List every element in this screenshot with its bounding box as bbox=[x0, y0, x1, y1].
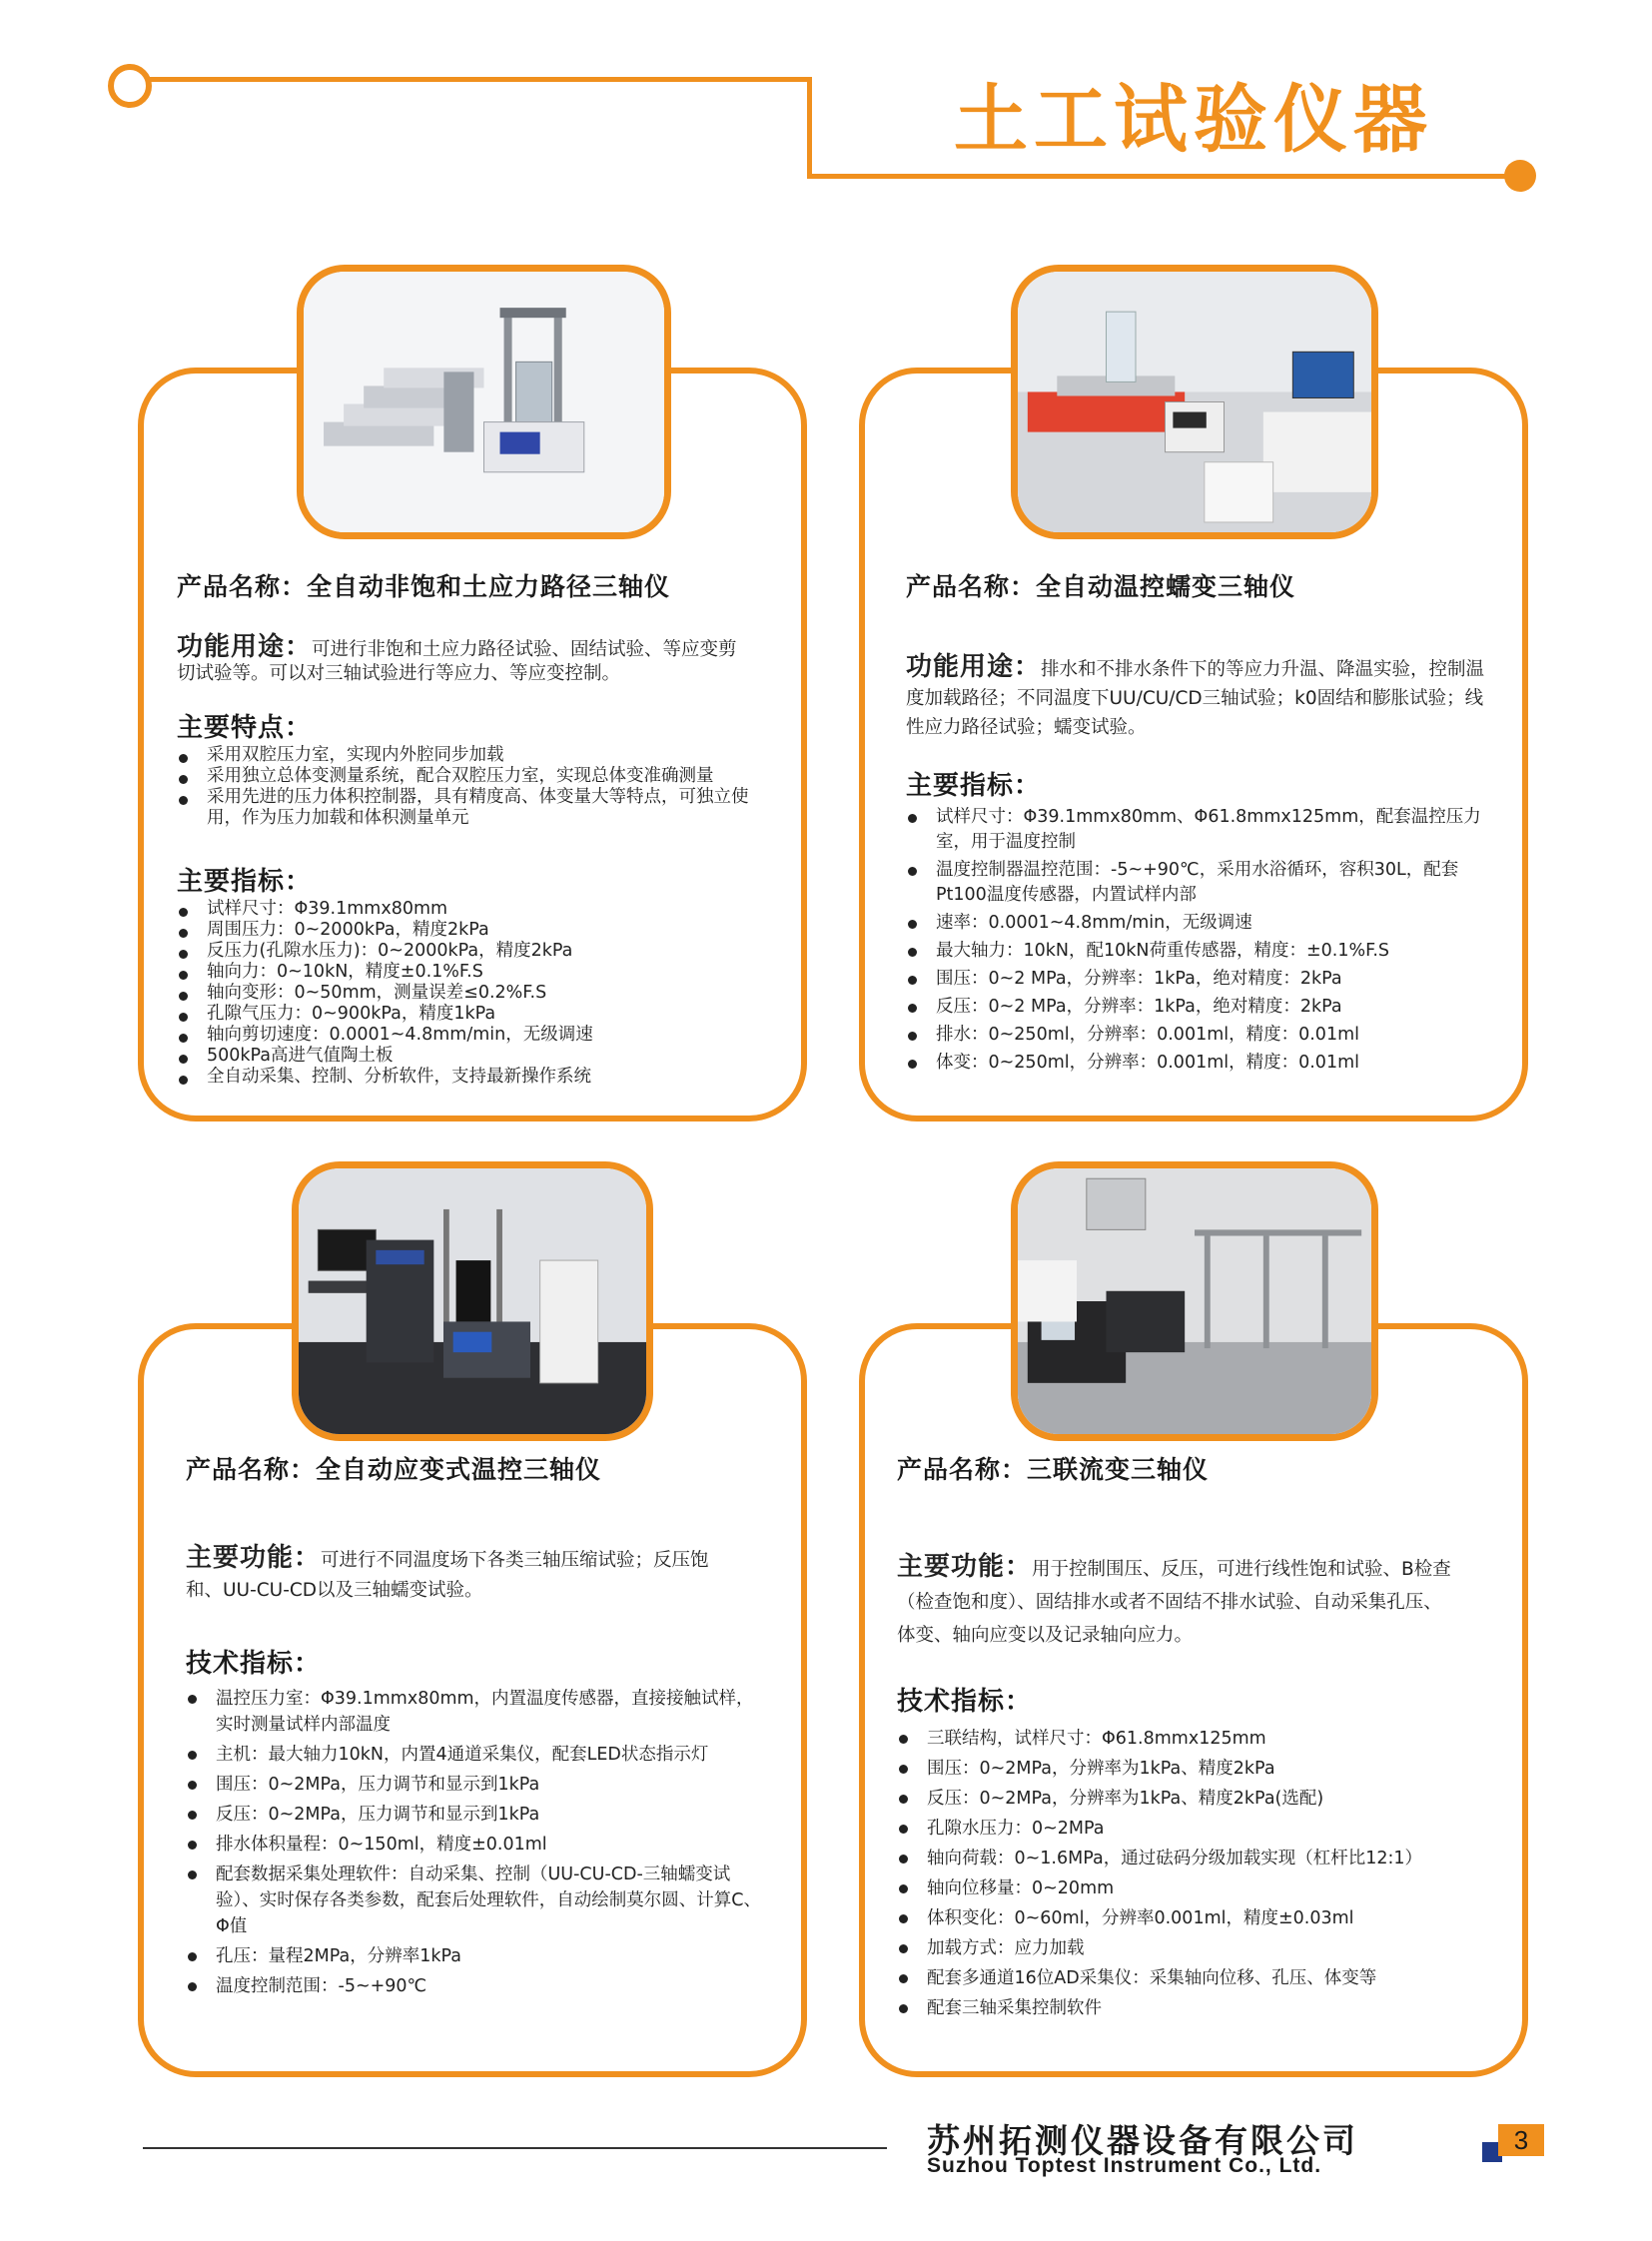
product-function-1 bbox=[177, 632, 746, 686]
list-item: 500kPa高进气值陶土板 bbox=[177, 1046, 751, 1067]
product-photo-4 bbox=[1011, 1161, 1378, 1441]
function-label-2: 功能用途： bbox=[906, 652, 1042, 682]
list-item: 孔隙水压力：0~2MPa bbox=[897, 1816, 1496, 1842]
list-item: 轴向变形：0~50mm，测量误差≤0.2%F.S bbox=[177, 983, 751, 1004]
list-item: 反压：0~2 MPa，分辨率：1kPa，绝对精度：2kPa bbox=[906, 995, 1495, 1020]
list-item: 采用双腔压力室，实现内外腔同步加载 bbox=[177, 745, 751, 766]
list-item: 试样尺寸：Φ39.1mmx80mm bbox=[177, 899, 751, 920]
list-item: 围压：0~2MPa，分辨率为1kPa、精度2kPa bbox=[897, 1756, 1496, 1782]
product-photo-3 bbox=[292, 1161, 653, 1441]
page-title: 土工试验仪器 bbox=[954, 77, 1433, 163]
list-item: 孔压：量程2MPa，分辨率1kPa bbox=[186, 1943, 765, 1969]
list-item: 采用独立总体变测量系统，配合双腔压力室，实现总体变准确测量 bbox=[177, 766, 751, 787]
product-function-2 bbox=[906, 653, 1495, 742]
specs-list-2 bbox=[906, 805, 1495, 1079]
specs-label-1: 主要指标： bbox=[177, 867, 313, 897]
function-label-3: 主要功能： bbox=[186, 1543, 322, 1573]
specs-list-1 bbox=[177, 899, 751, 1088]
list-item: 轴向剪切速度：0.0001~4.8mm/min，无级调速 bbox=[177, 1025, 751, 1046]
product-name-3: 产品名称：全自动应变式温控三轴仪 bbox=[186, 1455, 602, 1484]
list-item: 轴向力：0~10kN，精度±0.1%F.S bbox=[177, 962, 751, 983]
list-item: 周围压力：0~2000kPa，精度2kPa bbox=[177, 920, 751, 941]
function-label-1: 功能用途： bbox=[177, 632, 313, 662]
list-item: 温度控制器温控范围：-5~+90℃，采用水浴循环，容积30L，配套Pt100温度传感器，内置试样内部 bbox=[906, 858, 1495, 908]
product-function-4 bbox=[897, 1551, 1456, 1652]
list-item: 最大轴力：10kN，配10kN荷重传感器，精度：±0.1%F.S bbox=[906, 939, 1495, 964]
company-name-cn: 苏州拓测仪器设备有限公司 bbox=[927, 2121, 1358, 2160]
list-item: 加载方式：应力加载 bbox=[897, 1935, 1496, 1961]
product-name-2: 产品名称：全自动温控蠕变三轴仪 bbox=[906, 572, 1296, 601]
list-item: 反压：0~2MPa，分辨率为1kPa、精度2kPa(选配) bbox=[897, 1786, 1496, 1812]
list-item: 温控压力室：Φ39.1mmx80mm，内置温度传感器，直接接触试样，实时测量试样内部温度 bbox=[186, 1686, 765, 1738]
specs-list-3 bbox=[186, 1686, 765, 2003]
header-ring-decoration bbox=[108, 64, 152, 108]
list-item: 采用先进的压力体积控制器，具有精度高、体变量大等特点，可独立使用，作为压力加载和体积测量单元 bbox=[177, 787, 751, 829]
list-item: 温度控制范围：-5~+90℃ bbox=[186, 1973, 765, 1999]
list-item: 围压：0~2 MPa，分辨率：1kPa，绝对精度：2kPa bbox=[906, 967, 1495, 992]
list-item: 反压力(孔隙水压力)：0~2000kPa，精度2kPa bbox=[177, 941, 751, 962]
function-text-4: 用于控制围压、反压，可进行线性饱和试验、B检查（检查饱和度）、固结排水或者不固结不排水试验、自动采集孔压、体变、轴向应变以及记录轴向应力。 bbox=[897, 1559, 1451, 1646]
function-text-2: 排水和不排水条件下的等应力升温、降温实验，控制温度加载路径；不同温度下UU/CU/CD三轴试验；k0固结和膨胀试验；线性应力路径试验；蠕变试验。 bbox=[906, 659, 1485, 738]
function-label-4: 主要功能： bbox=[897, 1552, 1033, 1582]
header-rule-bottom bbox=[807, 174, 1506, 179]
features-list-1 bbox=[177, 745, 751, 829]
footer-rule bbox=[143, 2147, 887, 2149]
list-item: 轴向荷载：0~1.6MPa，通过砝码分级加载实现（杠杆比12:1） bbox=[897, 1846, 1496, 1871]
features-label-1: 主要特点： bbox=[177, 713, 313, 743]
list-item: 体变：0~250ml，分辨率：0.001ml，精度：0.01ml bbox=[906, 1051, 1495, 1076]
product-name-1: 产品名称：全自动非饱和土应力路径三轴仪 bbox=[177, 572, 671, 601]
header-dot-decoration bbox=[1504, 160, 1536, 192]
list-item: 排水体积量程：0~150ml，精度±0.01ml bbox=[186, 1832, 765, 1858]
list-item: 配套多通道16位AD采集仪：采集轴向位移、孔压、体变等 bbox=[897, 1965, 1496, 1991]
header-rule-step bbox=[807, 77, 812, 179]
list-item: 主机：最大轴力10kN，内置4通道采集仪，配套LED状态指示灯 bbox=[186, 1742, 765, 1768]
list-item: 试样尺寸：Φ39.1mmx80mm、Φ61.8mmx125mm，配套温控压力室，用于温度控制 bbox=[906, 805, 1495, 855]
function-text-1: 可进行非饱和土应力路径试验、固结试验、等应变剪切试验等。可以对三轴试验进行等应力、等应变控制。 bbox=[177, 639, 737, 684]
list-item: 反压：0~2MPa，压力调节和显示到1kPa bbox=[186, 1802, 765, 1828]
list-item: 全自动采集、控制、分析软件，支持最新操作系统 bbox=[177, 1067, 751, 1088]
list-item: 围压：0~2MPa，压力调节和显示到1kPa bbox=[186, 1772, 765, 1798]
list-item: 三联结构，试样尺寸：Φ61.8mmx125mm bbox=[897, 1726, 1496, 1752]
list-item: 体积变化：0~60ml，分辨率0.001ml，精度±0.03ml bbox=[897, 1905, 1496, 1931]
function-text-3: 可进行不同温度场下各类三轴压缩试验；反压饱和、UU-CU-CD以及三轴蠕变试验。 bbox=[186, 1550, 709, 1601]
list-item: 配套数据采集处理软件：自动采集、控制（UU-CU-CD-三轴蠕变试验）、实时保存各类参数，配套后处理软件，自动绘制莫尔圆、计算C、Φ值 bbox=[186, 1862, 765, 1939]
list-item: 孔隙气压力：0~900kPa，精度1kPa bbox=[177, 1004, 751, 1025]
specs-label-4: 技术指标： bbox=[897, 1687, 1033, 1717]
specs-list-4 bbox=[897, 1726, 1496, 2025]
product-photo-1 bbox=[297, 265, 671, 539]
specs-label-2: 主要指标： bbox=[906, 771, 1042, 801]
product-function-3 bbox=[186, 1543, 745, 1606]
list-item: 速率：0.0001~4.8mm/min，无级调速 bbox=[906, 911, 1495, 936]
product-name-4: 产品名称：三联流变三轴仪 bbox=[897, 1455, 1210, 1484]
page-number: 3 bbox=[1498, 2124, 1544, 2156]
list-item: 排水：0~250ml，分辨率：0.001ml，精度：0.01ml bbox=[906, 1023, 1495, 1048]
specs-label-3: 技术指标： bbox=[186, 1649, 322, 1679]
company-name-en: Suzhou Toptest Instrument Co., Ltd. bbox=[927, 2154, 1322, 2177]
product-photo-2 bbox=[1011, 265, 1378, 539]
list-item: 配套三轴采集控制软件 bbox=[897, 1995, 1496, 2021]
list-item: 轴向位移量：0~20mm bbox=[897, 1875, 1496, 1901]
header-rule-top bbox=[146, 77, 810, 82]
